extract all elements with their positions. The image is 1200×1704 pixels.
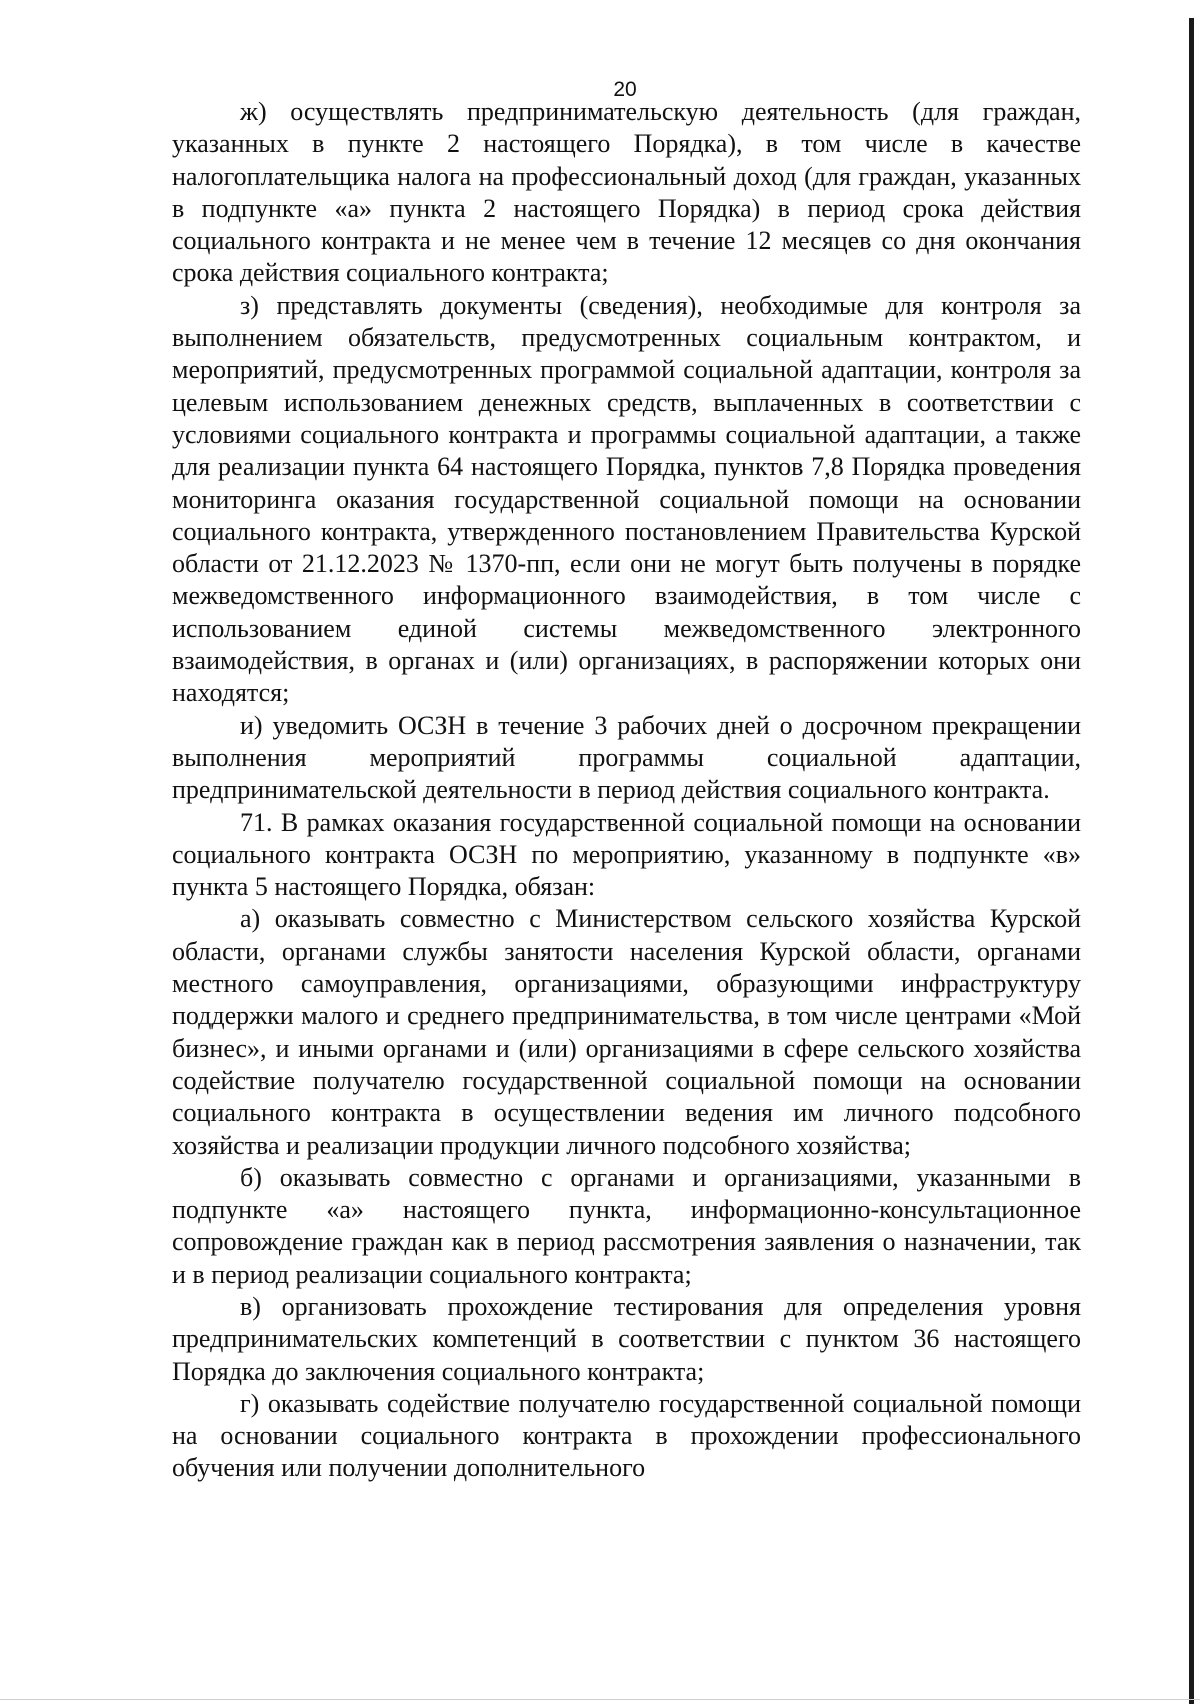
paragraph-z: з) представлять документы (сведения), необходимые для контроля за выполнением обязательств, предусмотренных социальным контрактом, и мероприятий, предусмотренных программой социальной адаптации, контроля за целевым использованием денежных средств, выплаченных в соответствии с условиями социального контракта и программы социальной адаптации, а также для реализации пункта 64 настоящего Порядка, пунктов 7,8 Порядка проведения мониторинга оказания государственной социальной помощи на основании социального контракта, утвержденного постановлением Правительства Курской области от 21.12.2023 № 1370-пп, если они не могут быть получены в порядке межведомственного информационного взаимодействия, в том числе с использованием единой системы межведомственного электронного взаимодействия, в органах и (или) организациях, в распоряжении которых они находятся;	[172, 290, 1081, 708]
page-scan-edge	[1189, 18, 1194, 1704]
paragraph-g: г) оказывать содействие получателю государственной социальной помощи на основании социального контракта в прохождении профессионального обучения или получении дополнительного	[172, 1388, 1081, 1483]
page-number: 20	[613, 78, 637, 101]
paragraph-v: в) организовать прохождение тестирования для определения уровня предпринимательских компетенций в соответствии с пунктом 36 настоящего Порядка до заключения социального контракта;	[172, 1291, 1081, 1386]
document-body	[172, 96, 1081, 1485]
paragraph-zh: ж) осуществлять предпринимательскую деятельность (для граждан, указанных в пункте 2 настоящего Порядка), в том числе в качестве налогоплательщика налога на профессиональный доход (для граждан, указанных в подпункте «а» пункта 2 настоящего Порядка) в период срока действия социального контракта и не менее чем в течение 12 месяцев со дня окончания срока действия социального контракта;	[172, 97, 1081, 288]
paragraph-i: и) уведомить ОСЗН в течение 3 рабочих дней о досрочном прекращении выполнения мероприятий программы социальной адаптации, предпринимательской деятельности в период действия социального контракта.	[172, 710, 1081, 805]
paragraph-71: 71. В рамках оказания государственной социальной помощи на основании социального контракта ОСЗН по мероприятию, указанному в подпункте «в» пункта 5 настоящего Порядка, обязан:	[172, 807, 1081, 902]
paragraph-b: б) оказывать совместно с органами и организациями, указанными в подпункте «а» настоящего пункта, информационно-консультационное сопровождение граждан как в период рассмотрения заявления о назначении, так и в период реализации социального контракта;	[172, 1162, 1081, 1289]
paragraph-a: а) оказывать совместно с Министерством сельского хозяйства Курской области, органами службы занятости населения Курской области, органами местного самоуправления, организациями, образующими инфраструктуру поддержки малого и среднего предпринимательства, в том числе центрами «Мой бизнес», и иными органами и (или) организациями в сфере сельского хозяйства содействие получателю государственной социальной помощи на основании социального контракта в осуществлении ведения им личного подсобного хозяйства и реализации продукции личного подсобного хозяйства;	[172, 904, 1081, 1160]
page-bottom-edge	[0, 1699, 1200, 1700]
